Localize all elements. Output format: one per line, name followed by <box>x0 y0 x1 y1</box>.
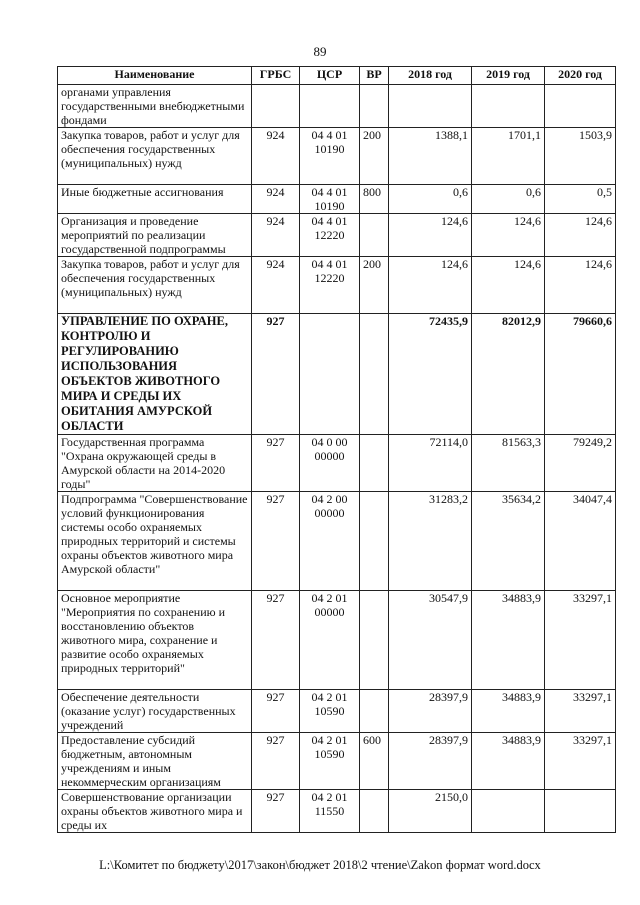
row-2020-value: 79660,6 <box>545 314 616 435</box>
row-grbs-cell: 924 <box>252 185 300 214</box>
column-header-csr: ЦСР <box>300 67 360 85</box>
row-2018-value <box>389 85 472 128</box>
row-csr-cell <box>300 85 360 128</box>
row-grbs-cell: 924 <box>252 128 300 185</box>
budget-table <box>57 66 616 833</box>
row-2020-value: 33297,1 <box>545 591 616 690</box>
row-csr-cell <box>300 314 360 435</box>
row-2018-value: 30547,9 <box>389 591 472 690</box>
table-row <box>58 128 616 185</box>
column-header-grbs: ГРБС <box>252 67 300 85</box>
row-2018-value: 72114,0 <box>389 435 472 492</box>
row-grbs-cell: 927 <box>252 435 300 492</box>
row-vr-cell: 200 <box>360 257 389 314</box>
row-2018-value: 0,6 <box>389 185 472 214</box>
row-vr-cell <box>360 435 389 492</box>
row-vr-cell <box>360 690 389 733</box>
row-grbs-cell: 927 <box>252 591 300 690</box>
column-header-vr: ВР <box>360 67 389 85</box>
row-2019-value: 0,6 <box>472 185 545 214</box>
row-2020-value: 124,6 <box>545 214 616 257</box>
row-grbs-cell: 927 <box>252 790 300 833</box>
row-2018-value: 2150,0 <box>389 790 472 833</box>
file-path-footer: L:\Комитет по бюджету\2017\закон\бюджет 2018\2 чтение\Zakon формат word.docx <box>99 858 541 872</box>
row-csr-cell: 04 4 01 12220 <box>300 214 360 257</box>
row-2019-value: 81563,3 <box>472 435 545 492</box>
row-2019-value: 35634,2 <box>472 492 545 591</box>
row-csr-cell: 04 2 01 00000 <box>300 591 360 690</box>
table-header-row <box>58 67 616 85</box>
row-vr-cell: 800 <box>360 185 389 214</box>
row-vr-cell: 600 <box>360 733 389 790</box>
row-name-cell: Организация и проведение мероприятий по реализации государственной подпрограммы <box>58 214 252 257</box>
column-header-2019: 2019 год <box>472 67 545 85</box>
column-header-name: Наименование <box>58 67 252 85</box>
row-2019-value: 34883,9 <box>472 733 545 790</box>
row-2018-value: 28397,9 <box>389 733 472 790</box>
row-2019-value: 124,6 <box>472 257 545 314</box>
row-csr-cell: 04 4 01 10190 <box>300 128 360 185</box>
row-2020-value: 33297,1 <box>545 690 616 733</box>
row-csr-cell: 04 0 00 00000 <box>300 435 360 492</box>
row-2020-value: 79249,2 <box>545 435 616 492</box>
table-row <box>58 214 616 257</box>
row-csr-cell: 04 4 01 12220 <box>300 257 360 314</box>
row-csr-cell: 04 2 01 10590 <box>300 690 360 733</box>
row-vr-cell <box>360 314 389 435</box>
row-name-cell: Государственная программа "Охрана окружающей среды в Амурской области на 2014-2020 годы" <box>58 435 252 492</box>
row-2020-value: 34047,4 <box>545 492 616 591</box>
row-csr-cell: 04 4 01 10190 <box>300 185 360 214</box>
row-grbs-cell: 927 <box>252 492 300 591</box>
row-2018-value: 1388,1 <box>389 128 472 185</box>
table-row <box>58 314 616 435</box>
column-header-2018: 2018 год <box>389 67 472 85</box>
row-2020-value: 124,6 <box>545 257 616 314</box>
row-2020-value: 33297,1 <box>545 733 616 790</box>
row-name-cell: Закупка товаров, работ и услуг для обеспечения государственных (муниципальных) нужд <box>58 128 252 185</box>
row-2018-value: 72435,9 <box>389 314 472 435</box>
row-vr-cell <box>360 790 389 833</box>
table-row <box>58 690 616 733</box>
table-row <box>58 85 616 128</box>
row-grbs-cell: 927 <box>252 690 300 733</box>
table-body <box>58 85 616 833</box>
row-csr-cell: 04 2 00 00000 <box>300 492 360 591</box>
row-name-cell: Закупка товаров, работ и услуг для обеспечения государственных (муниципальных) нужд <box>58 257 252 314</box>
table-row <box>58 435 616 492</box>
row-name-cell: УПРАВЛЕНИЕ ПО ОХРАНЕ, КОНТРОЛЮ И РЕГУЛИРОВАНИЮ ИСПОЛЬЗОВАНИЯ ОБЪЕКТОВ ЖИВОТНОГО МИРА И СРЕДЫ ИХ ОБИТАНИЯ АМУРСКОЙ ОБЛАСТИ <box>58 314 252 435</box>
row-name-cell: Предоставление субсидий бюджетным, автономным учреждениям и иным некоммерческим организациям <box>58 733 252 790</box>
row-csr-cell: 04 2 01 11550 <box>300 790 360 833</box>
row-vr-cell <box>360 214 389 257</box>
row-2019-value: 34883,9 <box>472 690 545 733</box>
row-vr-cell: 200 <box>360 128 389 185</box>
row-2020-value <box>545 790 616 833</box>
row-vr-cell <box>360 85 389 128</box>
row-grbs-cell: 924 <box>252 214 300 257</box>
row-name-cell: Обеспечение деятельности (оказание услуг) государственных учреждений <box>58 690 252 733</box>
row-csr-cell: 04 2 01 10590 <box>300 733 360 790</box>
page-number: 89 <box>313 44 327 59</box>
row-name-cell: Совершенствование организации охраны объектов животного мира и среды их <box>58 790 252 833</box>
row-2019-value <box>472 790 545 833</box>
row-2019-value: 1701,1 <box>472 128 545 185</box>
row-name-cell: Подпрограмма "Совершенствование условий функционирования системы особо охраняемых природных территорий и системы охраны объектов животного мира Амурской области" <box>58 492 252 591</box>
table-row <box>58 492 616 591</box>
table-row <box>58 591 616 690</box>
row-name-cell: Основное мероприятие "Мероприятия по сохранению и восстановлению объектов животного мира, сохранение и развитие особо охраняемых природных территорий" <box>58 591 252 690</box>
row-2020-value <box>545 85 616 128</box>
row-grbs-cell: 924 <box>252 257 300 314</box>
row-vr-cell <box>360 492 389 591</box>
table-row <box>58 733 616 790</box>
table-row <box>58 185 616 214</box>
row-2020-value: 1503,9 <box>545 128 616 185</box>
row-2019-value: 34883,9 <box>472 591 545 690</box>
row-grbs-cell: 927 <box>252 733 300 790</box>
row-name-cell: органами управления государственными внебюджетными фондами <box>58 85 252 128</box>
row-2018-value: 124,6 <box>389 214 472 257</box>
row-2018-value: 28397,9 <box>389 690 472 733</box>
row-grbs-cell: 927 <box>252 314 300 435</box>
row-vr-cell <box>360 591 389 690</box>
row-2018-value: 124,6 <box>389 257 472 314</box>
row-2020-value: 0,5 <box>545 185 616 214</box>
row-2019-value <box>472 85 545 128</box>
row-2018-value: 31283,2 <box>389 492 472 591</box>
column-header-2020: 2020 год <box>545 67 616 85</box>
row-name-cell: Иные бюджетные ассигнования <box>58 185 252 214</box>
table-row <box>58 790 616 833</box>
row-2019-value: 124,6 <box>472 214 545 257</box>
row-2019-value: 82012,9 <box>472 314 545 435</box>
table-row <box>58 257 616 314</box>
row-grbs-cell <box>252 85 300 128</box>
